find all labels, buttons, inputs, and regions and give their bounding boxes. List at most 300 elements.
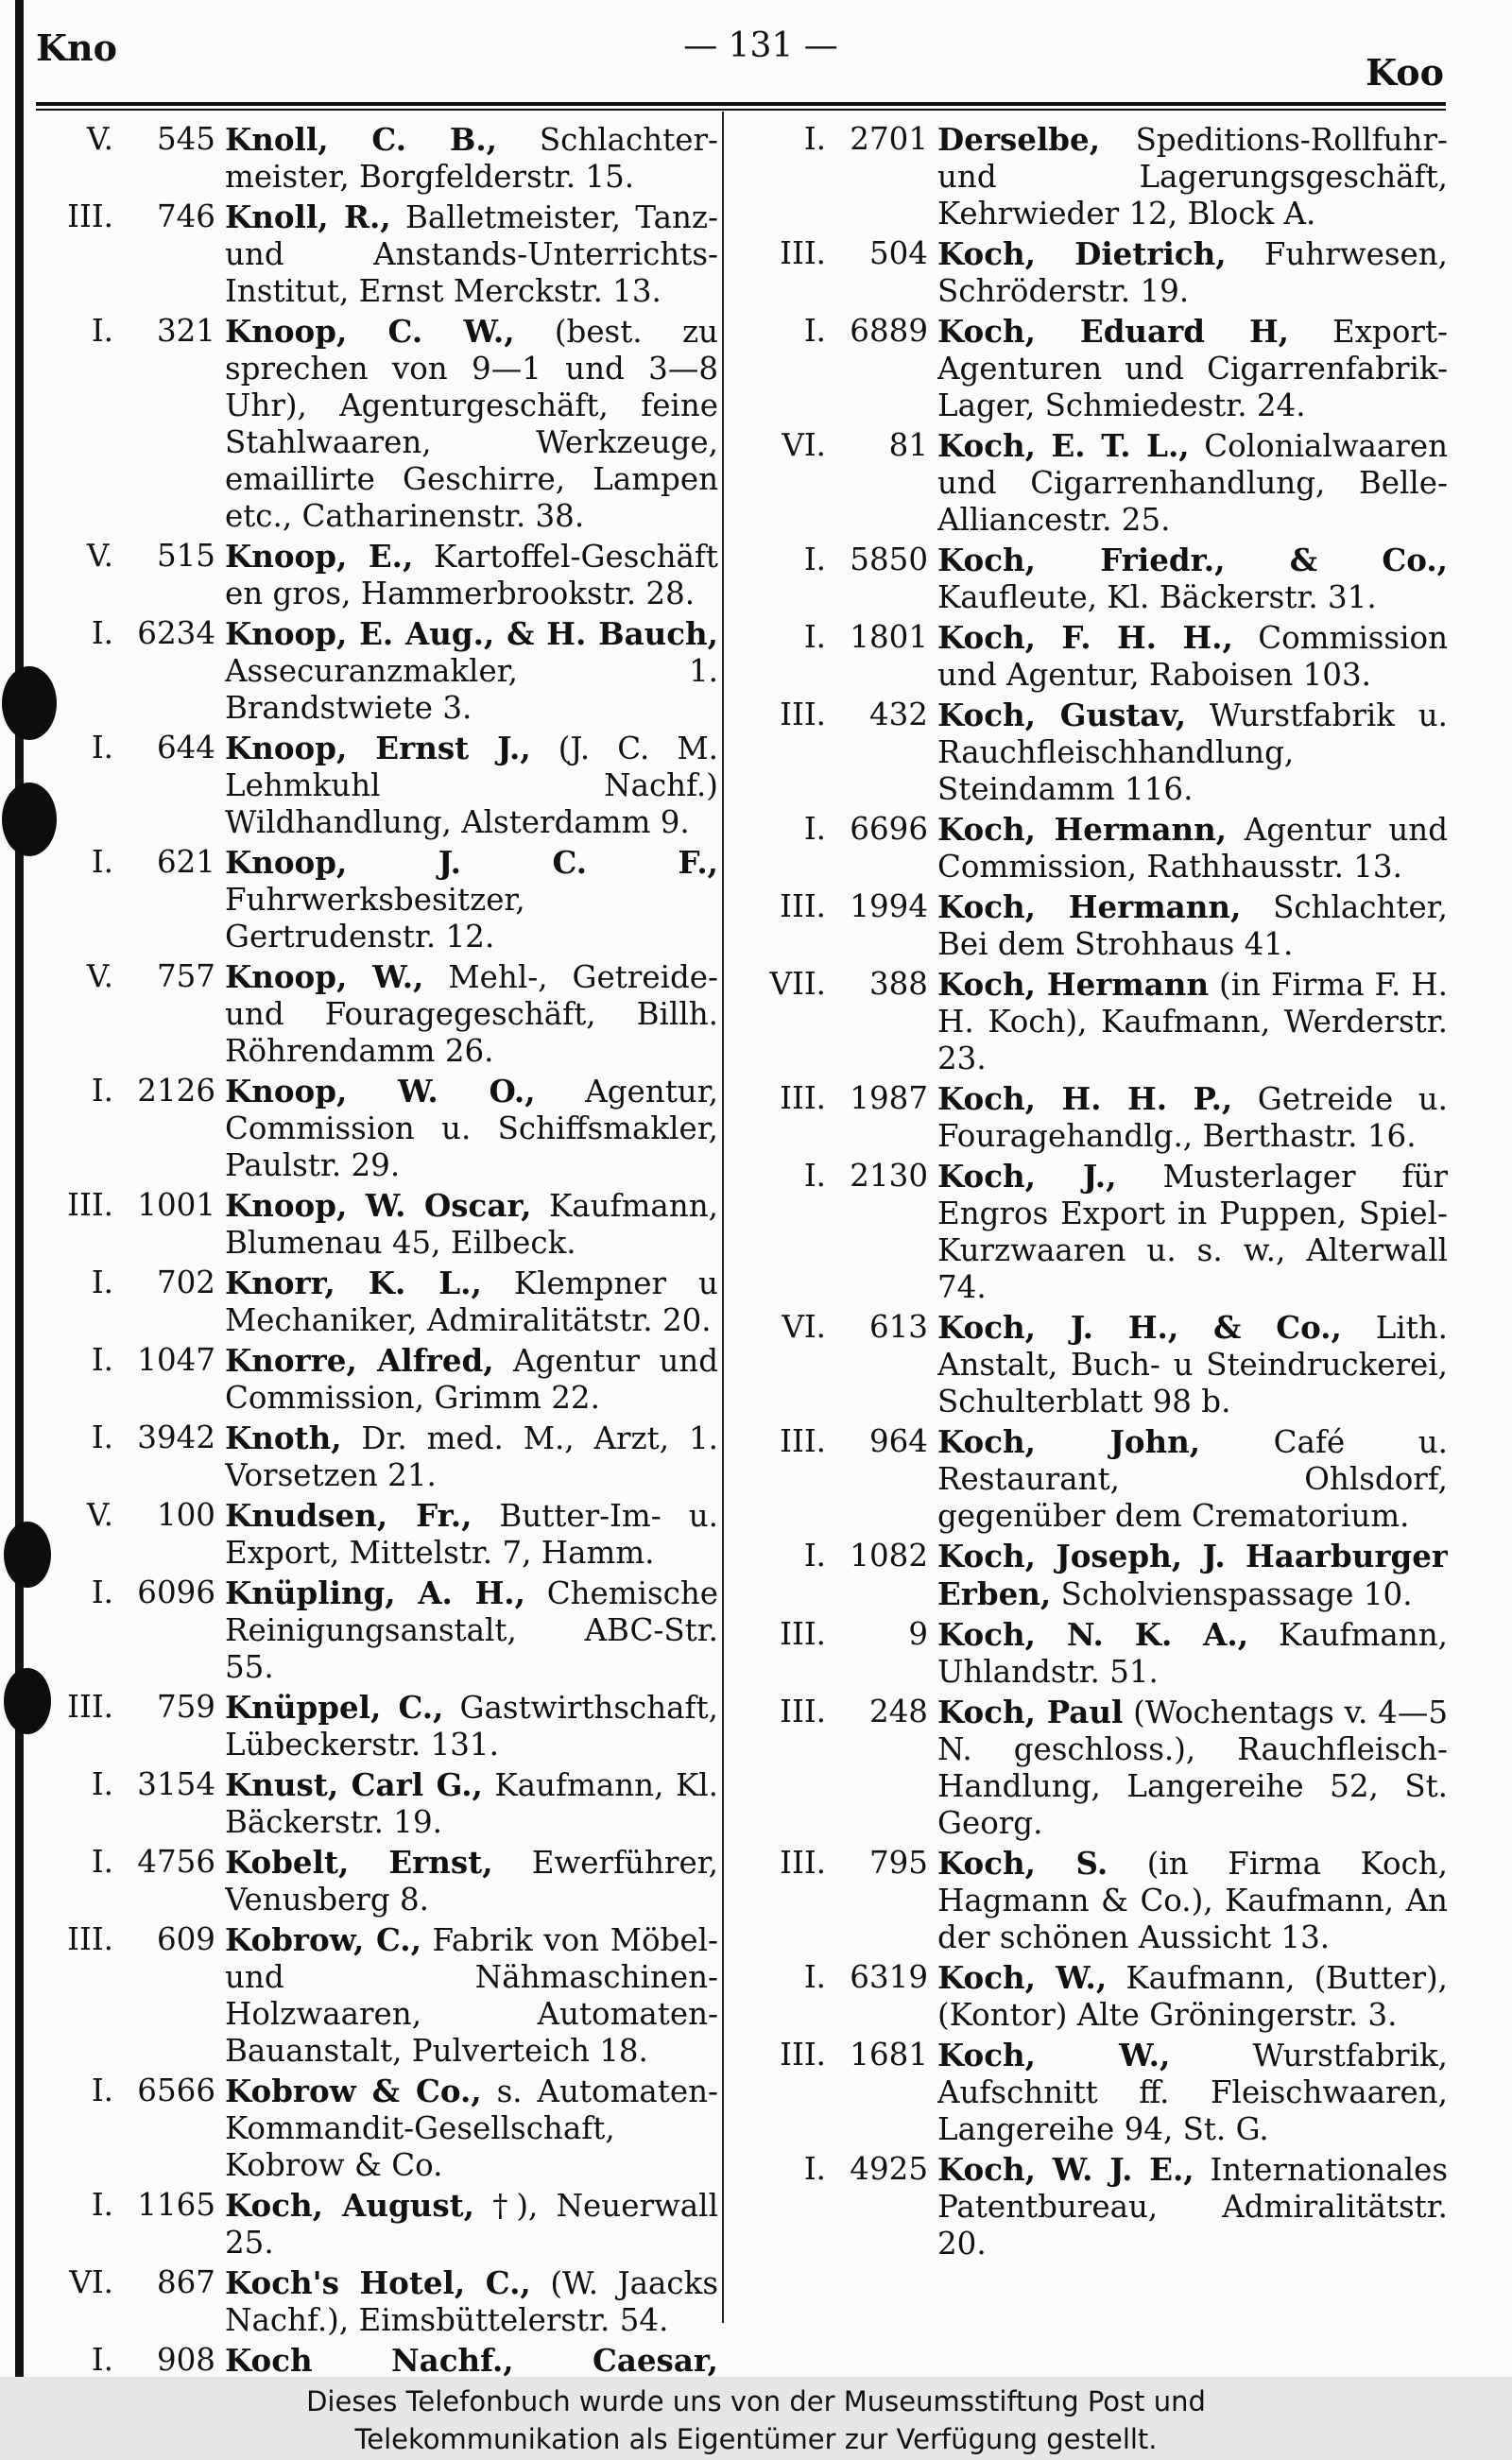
exchange-district: III. — [67, 1921, 113, 1957]
entry-text — [937, 888, 1448, 963]
subscriber-name: Knoop, E. Aug., & H. Bauch, — [225, 615, 718, 652]
entry-text — [937, 1309, 1448, 1420]
exchange-district: I. — [803, 1158, 826, 1194]
directory-entry — [748, 1309, 1448, 1420]
subscriber-details: Scholvienspassage 10. — [1060, 1576, 1413, 1612]
entry-text — [225, 1187, 718, 1262]
subscriber-details: (J. C. M. Lehmkuhl Nachf.) Wildhandlung, Alsterdamm 9. — [225, 731, 718, 840]
subscriber-name: Knoop, C. W., — [225, 313, 515, 350]
directory-entry — [36, 1689, 718, 1763]
telephone-number — [36, 1844, 225, 1881]
exchange-district: I. — [91, 1574, 113, 1610]
entry-text — [937, 1694, 1448, 1842]
exchange-district: I. — [91, 313, 113, 349]
subscriber-details: s. Automaten-Kommandit-Gesellschaft, Kobrow & Co. — [225, 2073, 718, 2183]
exchange-district: VI. — [782, 427, 826, 463]
entry-text — [225, 730, 718, 841]
exchange-district: I. — [91, 615, 113, 651]
footer-credit — [0, 2377, 1512, 2460]
entry-text — [937, 966, 1448, 1077]
subscriber-name: Knoop, E., — [225, 538, 414, 575]
telephone-number — [748, 1538, 937, 1574]
exchange-district: III. — [67, 1689, 113, 1725]
exchange-district: I. — [91, 844, 113, 880]
phone-number: 1165 — [137, 2187, 215, 2223]
entry-text — [225, 1497, 718, 1572]
entry-text — [225, 1342, 718, 1417]
subscriber-name: Kobrow & Co., — [225, 2073, 482, 2109]
exchange-district: VII. — [769, 966, 826, 1002]
subscriber-details: Musterlager für Engros Export in Puppen, Spiel-Kurzwaaren u. s. w., Alterwall 74. — [937, 1159, 1448, 1305]
entry-text — [937, 235, 1448, 310]
subscriber-details: Agentur, Commission u. Schiffsmakler, Paulstr. 29. — [225, 1074, 718, 1183]
telephone-number — [748, 2151, 937, 2188]
directory-entry — [748, 313, 1448, 424]
entry-text — [225, 2073, 718, 2184]
subscriber-name: Koch, W., — [937, 2037, 1171, 2073]
subscriber-name: Koch, W., — [937, 1959, 1108, 1996]
phone-number: 388 — [868, 966, 928, 1002]
header-rule-thin — [36, 109, 1446, 111]
telephone-number — [36, 2073, 225, 2109]
subscriber-name: Koch's Hotel, C., — [225, 2264, 531, 2301]
subscriber-name: Kobelt, Ernst, — [225, 1844, 493, 1881]
phone-number: 9 — [908, 1616, 928, 1652]
exchange-district: III. — [780, 235, 826, 271]
subscriber-details: Wurstfabrik, Aufschnitt ff. Fleischwaaren, Langereihe 94, St. G. — [937, 2038, 1448, 2147]
subscriber-details: Kaufmann, Uhlandstr. 51. — [937, 1617, 1448, 1690]
subscriber-name: Knoth, — [225, 1419, 342, 1456]
subscriber-details: Internationales Patentbureau, Admiralitätstr. 20. — [937, 2152, 1448, 2262]
directory-entry — [36, 730, 718, 841]
directory-entry — [36, 1497, 718, 1572]
directory-entry — [748, 1080, 1448, 1155]
telephone-number — [36, 1264, 225, 1301]
entry-text — [937, 1423, 1448, 1535]
subscriber-details: Agentur und Commission, Rathhausstr. 13. — [937, 812, 1448, 885]
telephone-number — [748, 1309, 937, 1346]
phone-number: 504 — [868, 235, 928, 271]
exchange-district: V. — [86, 121, 113, 157]
telephone-number — [36, 1187, 225, 1224]
telephone-number — [748, 235, 937, 272]
exchange-district: I. — [91, 1264, 113, 1300]
directory-entry — [36, 1766, 718, 1841]
entry-text — [937, 811, 1448, 886]
telephone-number — [36, 1419, 225, 1456]
telephone-number — [748, 1694, 937, 1730]
entry-text — [937, 2037, 1448, 2148]
exchange-district: I. — [91, 1844, 113, 1880]
telephone-number — [36, 2187, 225, 2224]
telephone-number — [748, 811, 937, 848]
entry-text — [937, 427, 1448, 539]
directory-entry — [36, 1187, 718, 1262]
telephone-number — [36, 730, 225, 766]
subscriber-name: Koch, Paul — [937, 1694, 1124, 1730]
entry-text — [225, 538, 718, 612]
subscriber-details: Fuhrwesen, Schröderstr. 19. — [937, 236, 1448, 309]
directory-entry — [36, 2264, 718, 2339]
subscriber-details: Kaufmann, Kl. Bäckerstr. 19. — [225, 1767, 718, 1840]
entry-text — [937, 313, 1448, 424]
subscriber-details: Wurstfabrik u. Rauchfleischhandlung, Steindamm 116. — [937, 697, 1448, 807]
directory-entry — [36, 1921, 718, 2070]
entry-text — [937, 1959, 1448, 2034]
phone-number: 515 — [156, 538, 215, 574]
phone-number: 609 — [156, 1921, 215, 1957]
telephone-number — [748, 2037, 937, 2073]
directory-entry — [36, 1574, 718, 1686]
phone-number: 1994 — [850, 888, 928, 924]
directory-entry — [36, 615, 718, 727]
directory-entry — [36, 844, 718, 955]
subscriber-name: Koch, Gustav, — [937, 697, 1187, 733]
subscriber-details: (Wochentags v. 4—5 N. geschloss.), Rauchfleisch-Handlung, Langereihe 52, St. Georg. — [937, 1694, 1448, 1841]
entry-text — [225, 1689, 718, 1763]
subscriber-details: Kaufmann, Blumenau 45, Eilbeck. — [225, 1188, 718, 1261]
exchange-district: I. — [803, 313, 826, 349]
column-divider — [722, 112, 724, 2323]
entry-text — [937, 1616, 1448, 1691]
directory-entry — [748, 1538, 1448, 1613]
subscriber-name: Knoop, Ernst J., — [225, 730, 531, 766]
entry-text — [225, 1844, 718, 1918]
exchange-district: I. — [803, 121, 826, 157]
directory-entry — [36, 958, 718, 1070]
subscriber-name: Knoop, W., — [225, 958, 424, 995]
exchange-district: III. — [780, 1845, 826, 1881]
telephone-number — [748, 427, 937, 464]
subscriber-name: Knust, Carl G., — [225, 1766, 483, 1803]
subscriber-name: Knorre, Alfred, — [225, 1342, 494, 1379]
phone-number: 6889 — [850, 313, 928, 349]
entry-text — [937, 542, 1448, 616]
exchange-district: I. — [91, 1419, 113, 1455]
phone-number: 248 — [868, 1694, 928, 1729]
telephone-number — [36, 1766, 225, 1803]
subscriber-details: Balletmeister, Tanz- und Anstands-Unterrichts-Institut, Ernst Merckstr. 13. — [225, 199, 718, 309]
entry-text — [225, 2264, 718, 2339]
subscriber-name: Koch, H. H. P., — [937, 1080, 1233, 1117]
subscriber-name: Koch, Hermann, — [937, 888, 1242, 925]
entry-text — [225, 313, 718, 535]
entry-text — [937, 121, 1448, 232]
entry-text — [225, 615, 718, 727]
phone-number: 3942 — [137, 1419, 215, 1455]
subscriber-name: Koch, Hermann — [937, 966, 1210, 1003]
entry-text — [937, 1080, 1448, 1155]
subscriber-name: Koch, Friedr., & Co., — [937, 542, 1448, 578]
exchange-district: I. — [803, 1959, 826, 1995]
subscriber-details: Schlachter-meister, Borgfelderstr. 15. — [225, 122, 718, 195]
phone-number: 746 — [156, 198, 215, 234]
exchange-district: I. — [803, 1538, 826, 1574]
exchange-district: VI. — [782, 1309, 826, 1345]
subscriber-name: Koch, August, — [225, 2187, 474, 2224]
subscriber-details: (best. zu sprechen von 9—1 und 3—8 Uhr), Agenturgeschäft, feine Stahlwaaren, Werkzeuge, emaillirte Geschirre, Lampen etc., Catharinenstr. 38. — [225, 314, 718, 534]
entry-text — [937, 2151, 1448, 2262]
subscriber-details: Agentur und Commission, Grimm 22. — [225, 1343, 718, 1416]
phone-number: 2126 — [137, 1073, 215, 1109]
phone-number: 1047 — [137, 1342, 215, 1378]
subscriber-name: Koch, W. J. E., — [937, 2151, 1194, 2188]
directory-entry — [36, 1844, 718, 1918]
phone-number: 908 — [156, 2342, 215, 2377]
header-rule — [36, 102, 1446, 106]
subscriber-name: Koch, F. H. H., — [937, 619, 1233, 656]
exchange-district: V. — [86, 958, 113, 994]
directory-entry — [748, 619, 1448, 694]
subscriber-details: Dr. med. M., Arzt, 1. Vorsetzen 21. — [225, 1420, 718, 1493]
entry-text — [937, 1158, 1448, 1306]
subscriber-details: (in Firma F. H. H. Koch), Kaufmann, Werderstr. 23. — [937, 967, 1448, 1076]
directory-entry — [36, 2073, 718, 2184]
subscriber-name: Koch, N. K. A., — [937, 1616, 1249, 1653]
exchange-district: III. — [780, 888, 826, 924]
subscriber-name: Koch, Hermann, — [937, 811, 1228, 848]
phone-number: 81 — [888, 427, 928, 463]
telephone-number — [36, 1342, 225, 1379]
subscriber-details: Fabrik von Möbel- und Nähmaschinen-Holzwaaren, Automaten-Bauanstalt, Pulverteich 18. — [225, 1922, 718, 2069]
subscriber-details: Fuhrwerksbesitzer, Gertrudenstr. 12. — [225, 882, 525, 955]
subscriber-details: Chemische Reinigungsanstalt, ABC-Str. 55. — [225, 1575, 718, 1685]
directory-entry — [36, 198, 718, 310]
exchange-district: III. — [780, 697, 826, 732]
directory-entry — [36, 1419, 718, 1494]
page-number: — 131 — — [683, 26, 838, 65]
telephone-number — [748, 1959, 937, 1996]
footer-line-2: Telekommunikation als Eigentümer zur Verfügung gestellt. — [354, 2423, 1158, 2455]
directory-entry — [748, 1616, 1448, 1691]
telephone-number — [36, 538, 225, 575]
directory-entry — [748, 2037, 1448, 2148]
phone-number: 2130 — [850, 1158, 928, 1194]
entry-text — [937, 1845, 1448, 1956]
telephone-number — [36, 2342, 225, 2377]
phone-number: 321 — [156, 313, 215, 349]
subscriber-details: Assecuranzmakler, 1. Brandstwiete 3. — [225, 653, 718, 726]
directory-entry — [748, 888, 1448, 963]
subscriber-details: Kaufleute, Kl. Bäckerstr. 31. — [937, 579, 1377, 615]
subscriber-name: Koch, Joseph, J. Haarburger Erben, — [937, 1538, 1448, 1612]
telephone-number — [36, 1497, 225, 1534]
binding-edge — [15, 0, 24, 2377]
telephone-number — [36, 958, 225, 995]
telephone-number — [36, 1689, 225, 1726]
entry-text — [225, 1574, 718, 1686]
telephone-number — [36, 2264, 225, 2301]
telephone-number — [36, 1921, 225, 1958]
telephone-number — [748, 888, 937, 925]
phone-number: 1987 — [850, 1080, 928, 1116]
telephone-number — [748, 966, 937, 1003]
exchange-district: V. — [86, 538, 113, 574]
exchange-district: I. — [91, 730, 113, 766]
phone-number: 867 — [156, 2264, 215, 2300]
subscriber-name: Koch, J., — [937, 1158, 1117, 1195]
directory-entry — [748, 1423, 1448, 1535]
entry-text — [937, 1538, 1448, 1613]
directory-entry — [748, 121, 1448, 232]
entry-text — [225, 1264, 718, 1339]
phone-number: 6234 — [137, 615, 215, 651]
subscriber-name: Knorr, K. L., — [225, 1264, 482, 1301]
subscriber-details: Commission und Agentur, Raboisen 103. — [937, 620, 1448, 693]
telephone-number — [748, 1845, 937, 1882]
subscriber-details: Lith. Anstalt, Buch- u Steindruckerei, Schulterblatt 98 b. — [937, 1310, 1448, 1419]
phone-number: 4925 — [850, 2151, 928, 2187]
directory-entry — [748, 542, 1448, 616]
directory-entry — [748, 235, 1448, 310]
exchange-district: III. — [780, 1616, 826, 1652]
entry-text — [225, 2342, 718, 2377]
exchange-district: I. — [91, 1342, 113, 1378]
directory-entry — [748, 427, 1448, 539]
subscriber-details: Speditions-Rollfuhr- und Lagerungsgeschäft, Kehrwieder 12, Block A. — [937, 122, 1448, 232]
phone-number: 613 — [868, 1309, 928, 1345]
subscriber-details: Butter-Im- u. Export, Mittelstr. 7, Hamm. — [225, 1498, 718, 1571]
subscriber-name: Koch, John, — [937, 1423, 1201, 1460]
exchange-district: I. — [803, 619, 826, 655]
subscriber-name: Koch Nachf., Caesar, — [225, 2342, 718, 2377]
entry-text — [225, 844, 718, 955]
phone-number: 5850 — [850, 542, 928, 577]
subscriber-name: Koch, E. T. L., — [937, 427, 1190, 464]
entry-text — [225, 121, 718, 196]
subscriber-name: Koch, J. H., & Co., — [937, 1309, 1342, 1346]
exchange-district: I. — [91, 2342, 113, 2377]
telephone-number — [748, 619, 937, 656]
telephone-number — [748, 697, 937, 733]
subscriber-name: Knudsen, Fr., — [225, 1497, 472, 1534]
directory-entry — [748, 697, 1448, 808]
entry-text — [225, 198, 718, 310]
telephone-number — [748, 1616, 937, 1653]
telephone-number — [36, 313, 225, 350]
exchange-district: III. — [780, 1423, 826, 1459]
subscriber-details: Gastwirthschaft, Lübeckerstr. 131. — [225, 1690, 718, 1763]
directory-entry — [36, 1342, 718, 1417]
subscriber-details: Kartoffel-Geschäft en gros, Hammerbrookstr. 28. — [225, 539, 718, 611]
exchange-district: I. — [91, 1073, 113, 1109]
header-left-guideword: Kno — [36, 26, 118, 69]
footer-line-1: Dieses Telefonbuch wurde uns von der Museumsstiftung Post und — [306, 2385, 1206, 2417]
subscriber-details: (in Firma Koch, Hagmann & Co.), Kaufmann, An der schönen Aussicht 13. — [937, 1846, 1448, 1955]
subscriber-details: (W. Jaacks Nachf.), Eimsbüttelerstr. 54. — [225, 2265, 718, 2338]
telephone-number — [36, 1073, 225, 1110]
subscriber-details: Schlachter, Bei dem Strohhaus 41. — [937, 889, 1448, 962]
entry-text — [225, 1073, 718, 1184]
phone-number: 6696 — [850, 811, 928, 847]
entry-text — [225, 1921, 718, 2070]
subscriber-name: Knoll, R., — [225, 198, 391, 235]
exchange-district: I. — [803, 2151, 826, 2187]
exchange-district: I. — [803, 542, 826, 577]
subscriber-name: Kobrow, C., — [225, 1921, 421, 1958]
telephone-number — [748, 1158, 937, 1195]
phone-number: 1001 — [137, 1187, 215, 1223]
subscriber-name: Knüppel, C., — [225, 1689, 444, 1726]
phone-number: 1082 — [850, 1538, 928, 1574]
subscriber-name: Knoop, W. O., — [225, 1073, 536, 1110]
exchange-district: I. — [91, 1766, 113, 1802]
subscriber-name: Koch, S. — [937, 1845, 1108, 1882]
directory-entry — [748, 811, 1448, 886]
subscriber-details: Mehl-, Getreide- und Fouragegeschäft, Billh. Röhrendamm 26. — [225, 959, 718, 1069]
phone-number: 432 — [868, 697, 928, 732]
directory-entry — [748, 1694, 1448, 1842]
subscriber-details: Ewerführer, Venusberg 8. — [225, 1845, 718, 1918]
subscriber-details: Café u. Restaurant, Ohlsdorf, gegenüber dem Crematorium. — [937, 1424, 1448, 1534]
phone-number: 6319 — [850, 1959, 928, 1995]
directory-entry — [36, 2187, 718, 2262]
subscriber-details: Colonialwaaren und Cigarrenhandlung, Belle-Alliancestr. 25. — [937, 428, 1448, 538]
subscriber-details: Export-Agenturen und Cigarrenfabrik-Lager, Schmiedestr. 24. — [937, 314, 1448, 423]
exchange-district: VI. — [69, 2264, 113, 2300]
exchange-district: III. — [780, 1080, 826, 1116]
exchange-district: III. — [780, 2037, 826, 2073]
phone-number: 3154 — [137, 1766, 215, 1802]
phone-number: 2701 — [850, 121, 928, 157]
exchange-district: V. — [86, 1497, 113, 1533]
phone-number: 759 — [156, 1689, 215, 1725]
phone-number: 1681 — [850, 2037, 928, 2073]
entry-text — [937, 697, 1448, 808]
subscriber-name: Koch, Dietrich, — [937, 235, 1227, 272]
directory-entry — [748, 1158, 1448, 1306]
subscriber-name: Knoll, C. B., — [225, 121, 497, 158]
subscriber-details: Kaufmann, (Butter), (Kontor) Alte Gröningerstr. 3. — [937, 1960, 1448, 2033]
directory-entry — [748, 1845, 1448, 1956]
right-column — [748, 121, 1448, 2265]
telephone-number — [36, 1574, 225, 1611]
phone-number: 644 — [156, 730, 215, 766]
subscriber-details: Klempner u Mechaniker, Admiralitätstr. 20. — [225, 1265, 718, 1338]
exchange-district: I. — [91, 2187, 113, 2223]
phone-number: 6096 — [137, 1574, 215, 1610]
entry-text — [225, 1766, 718, 1841]
phone-number: 795 — [868, 1845, 928, 1881]
subscriber-details: Getreide u. Fouragehandlg., Berthastr. 16. — [937, 1081, 1448, 1154]
telephone-number — [36, 198, 225, 235]
phone-number: 6566 — [137, 2073, 215, 2108]
entry-text — [225, 2187, 718, 2262]
left-column — [36, 121, 718, 2377]
telephone-number — [36, 844, 225, 881]
telephone-number — [36, 121, 225, 158]
phone-number: 545 — [156, 121, 215, 157]
subscriber-details: †), Neuerwall 25. — [225, 2188, 718, 2261]
directory-entry — [36, 1264, 718, 1339]
phone-number: 100 — [156, 1497, 215, 1533]
phone-number: 702 — [156, 1264, 215, 1300]
telephone-number — [748, 1423, 937, 1460]
phone-number: 964 — [868, 1423, 928, 1459]
exchange-district: III. — [780, 1694, 826, 1729]
directory-entry — [748, 966, 1448, 1077]
directory-entry — [36, 121, 718, 196]
subscriber-name: Knüpling, A. H., — [225, 1574, 525, 1611]
telephone-number — [748, 313, 937, 350]
exchange-district: I. — [91, 2073, 113, 2108]
directory-entry — [36, 1073, 718, 1184]
directory-entry — [748, 2151, 1448, 2262]
entry-text — [225, 958, 718, 1070]
subscriber-name: Derselbe, — [937, 121, 1101, 158]
directory-entry — [748, 1959, 1448, 2034]
directory-entry — [36, 538, 718, 612]
